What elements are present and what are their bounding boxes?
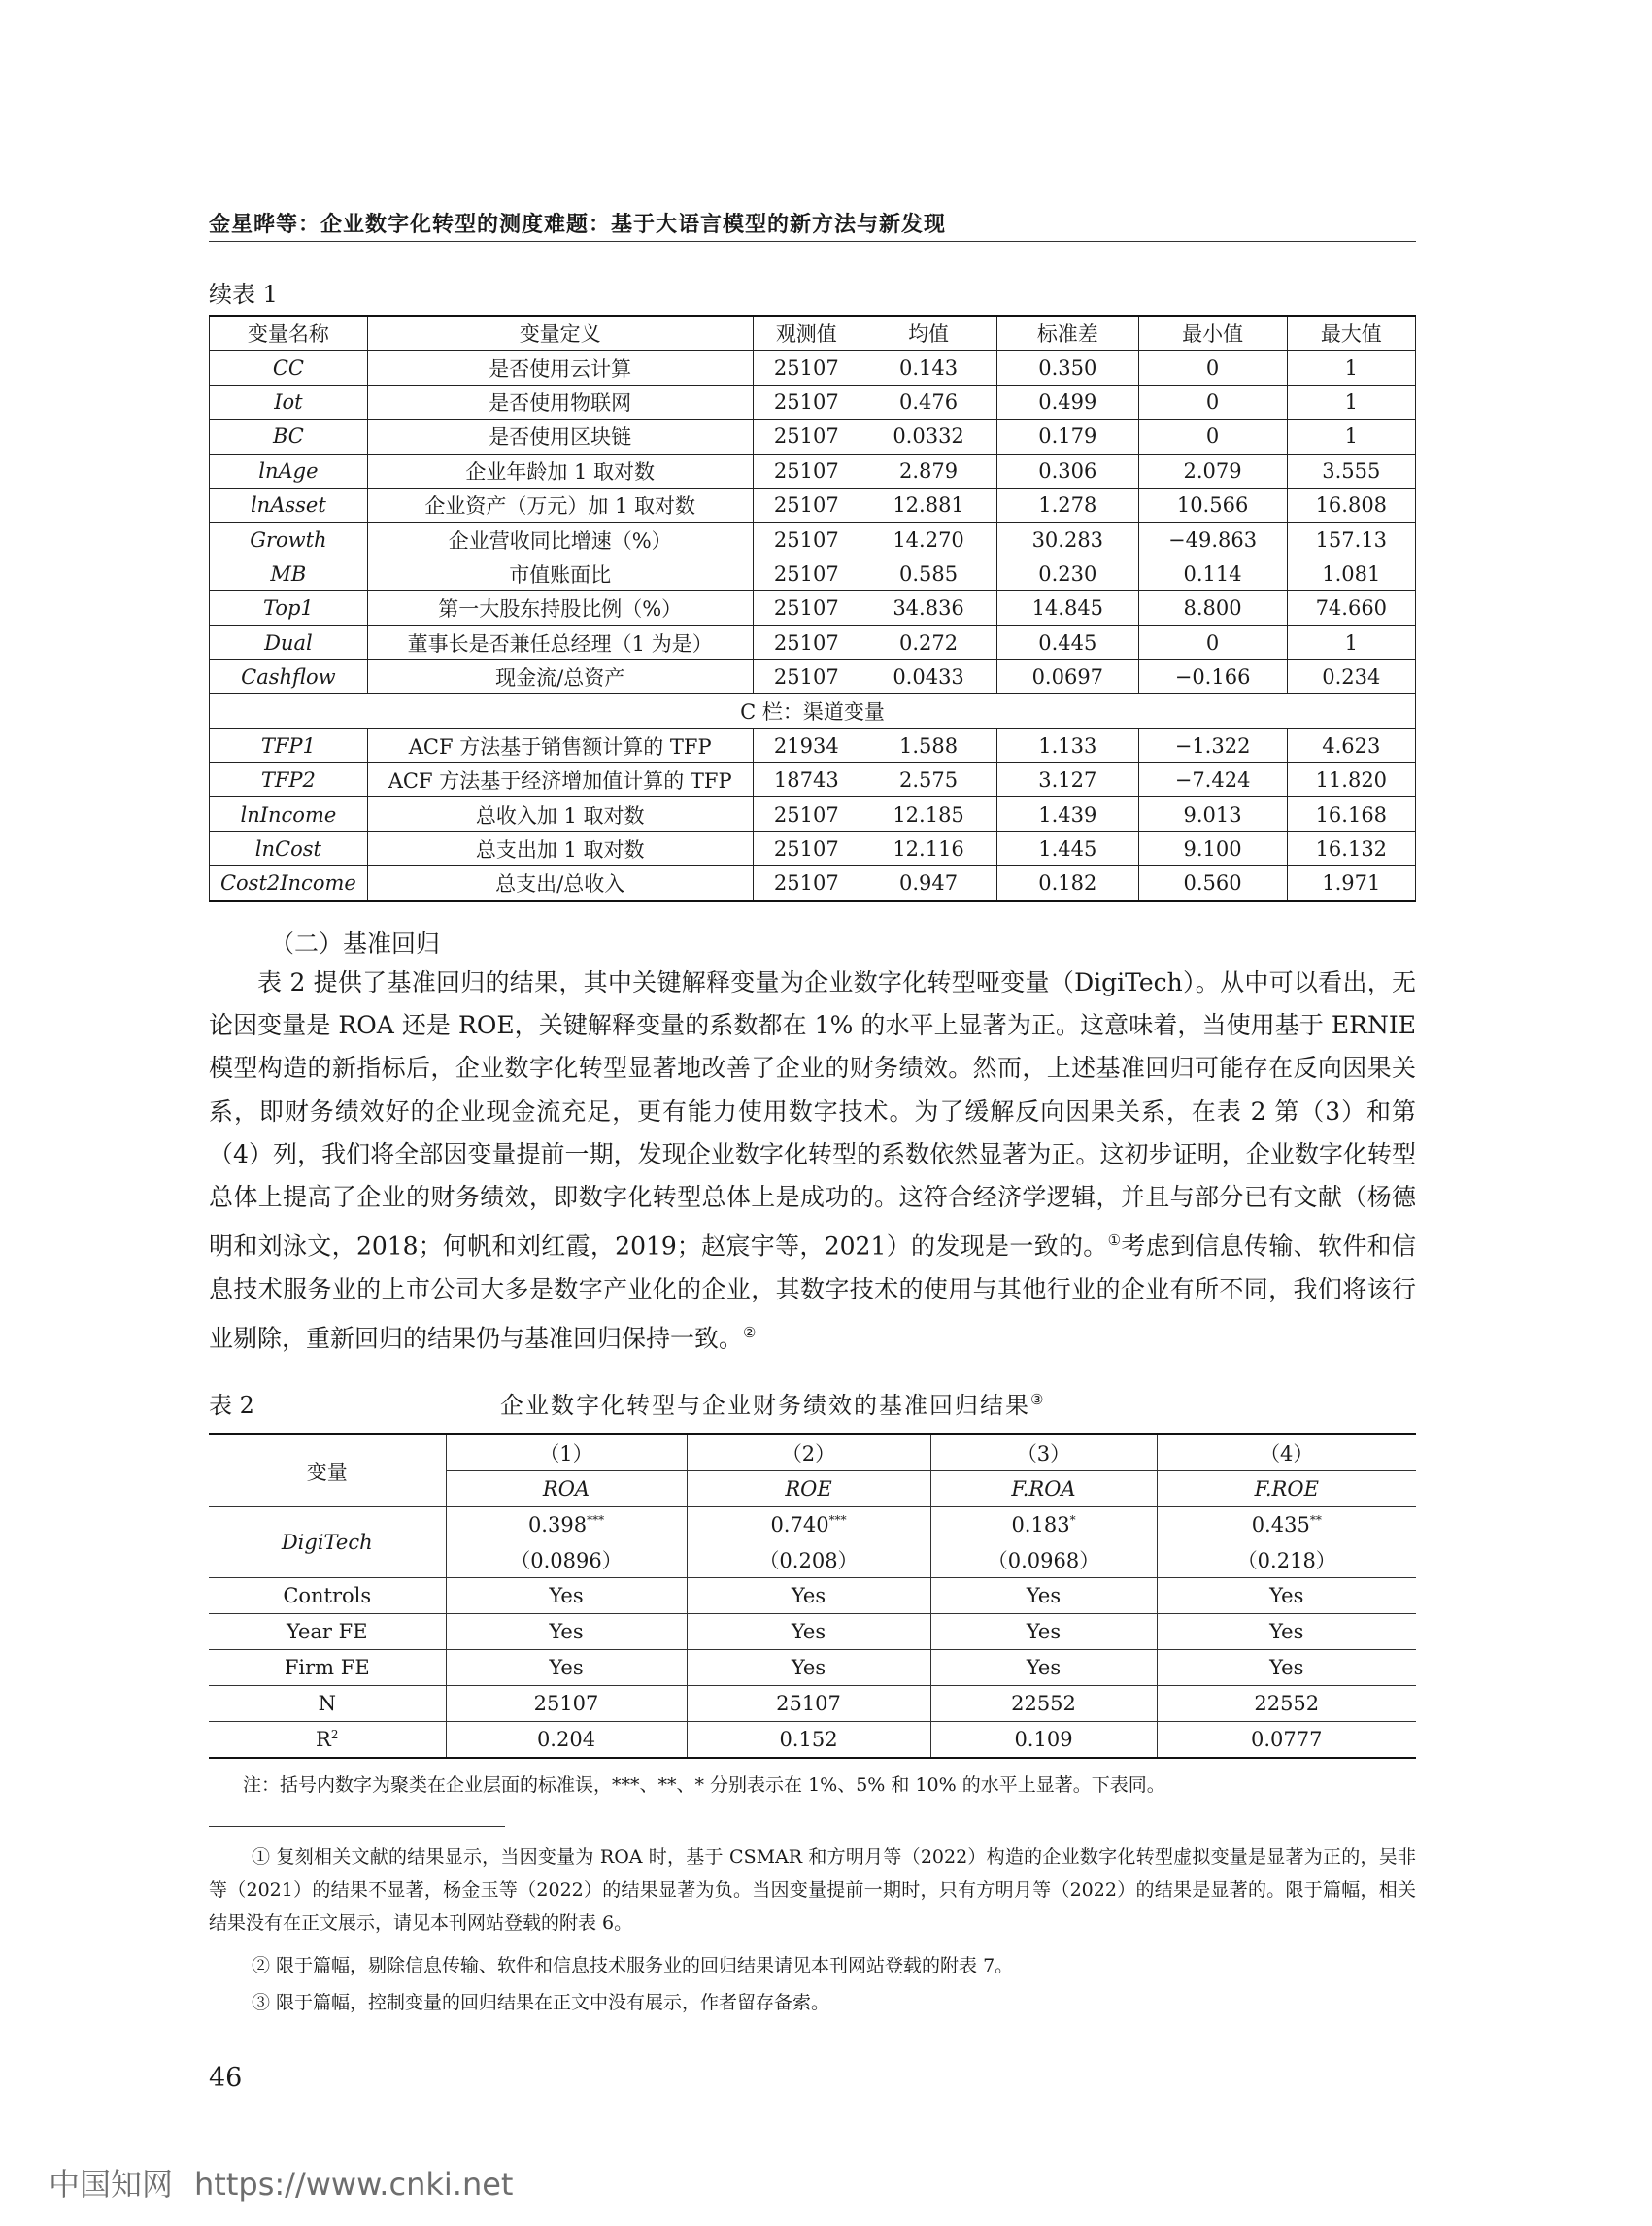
table-cell: 3.555 bbox=[1287, 454, 1415, 488]
table-cell: 总支出/总收入 bbox=[367, 866, 753, 901]
table-cell: −7.424 bbox=[1138, 763, 1287, 797]
header-rule bbox=[209, 241, 1416, 242]
r-squared-letter: R bbox=[316, 1728, 331, 1751]
table-cell: 25107 bbox=[446, 1686, 687, 1722]
table-cell: 25107 bbox=[753, 523, 860, 556]
col-number: （1） bbox=[446, 1434, 687, 1471]
digitech-coef-row bbox=[209, 1507, 1416, 1543]
table-cell: 企业营收同比增速（%） bbox=[367, 523, 753, 556]
row-label: Controls bbox=[209, 1578, 446, 1614]
table-row bbox=[210, 420, 1416, 454]
table-cell: 3.127 bbox=[997, 763, 1138, 797]
table-cell: Yes bbox=[687, 1578, 930, 1614]
row-label: Year FE bbox=[209, 1614, 446, 1650]
table-cell: 0.0332 bbox=[860, 420, 997, 454]
table-cell: 11.820 bbox=[1287, 763, 1415, 797]
table-cell: 董事长是否兼任总经理（1 为是） bbox=[367, 625, 753, 659]
r-squared-row bbox=[209, 1722, 1416, 1759]
table-cell: 25107 bbox=[753, 351, 860, 385]
table-cell: 0.109 bbox=[930, 1722, 1157, 1759]
column-header: 均值 bbox=[860, 316, 997, 351]
standard-error: （0.208） bbox=[687, 1542, 930, 1578]
table2-label: 表 2 bbox=[209, 1392, 254, 1419]
table-cell: 12.185 bbox=[860, 797, 997, 831]
table-cell: 1.081 bbox=[1287, 556, 1415, 590]
table-cell: 14.270 bbox=[860, 523, 997, 556]
table-cell: 12.881 bbox=[860, 488, 997, 522]
paragraph-text-part-2: 考虑到信息传输、软件和信息技术服务业的上市公司大多是数字产业化的企业，其数字技术的使用与其他行业的企业有所不同，我们将该行业剔除，重新回归的结果仍与基准回归保持一致。 bbox=[209, 1231, 1417, 1353]
significance-stars: ** bbox=[1309, 1513, 1322, 1527]
table-cell: Yes bbox=[1157, 1578, 1416, 1614]
dependent-variable: F.ROE bbox=[1157, 1471, 1416, 1507]
variable-name: TFP2 bbox=[210, 763, 368, 797]
variable-name: lnCost bbox=[210, 831, 368, 865]
table2-row bbox=[209, 1650, 1416, 1686]
table-cell: −0.166 bbox=[1138, 659, 1287, 693]
table2-row bbox=[209, 1686, 1416, 1722]
table-row bbox=[210, 866, 1416, 901]
table2-title bbox=[500, 1386, 1045, 1420]
table-cell: 25107 bbox=[753, 866, 860, 901]
section-c-label: C 栏：渠道变量 bbox=[210, 694, 1416, 728]
table-cell: 4.623 bbox=[1287, 728, 1415, 762]
variable-name: Top1 bbox=[210, 591, 368, 625]
table-cell: ACF 方法基于经济增加值计算的 TFP bbox=[367, 763, 753, 797]
footnote-3: ③ 限于篇幅，控制变量的回归结果在正文中没有展示，作者留存备索。 bbox=[252, 1992, 830, 2013]
table-cell: 总收入加 1 取对数 bbox=[367, 797, 753, 831]
table-cell: 市值账面比 bbox=[367, 556, 753, 590]
standard-error: （0.0896） bbox=[446, 1542, 687, 1578]
table-cell: 16.168 bbox=[1287, 797, 1415, 831]
table-cell: 1 bbox=[1287, 351, 1415, 385]
table-cell: 0 bbox=[1138, 420, 1287, 454]
table-cell: 0.0777 bbox=[1157, 1722, 1416, 1759]
table-row bbox=[210, 728, 1416, 762]
table-cell: 2.879 bbox=[860, 454, 997, 488]
table-cell: 25107 bbox=[753, 797, 860, 831]
variable-name: MB bbox=[210, 556, 368, 590]
digitech-label: DigiTech bbox=[209, 1507, 446, 1578]
table2-row bbox=[209, 1614, 1416, 1650]
variable-name: Cost2Income bbox=[210, 866, 368, 901]
table-cell: 0.272 bbox=[860, 625, 997, 659]
table-cell: 25107 bbox=[753, 831, 860, 865]
table-cell: Yes bbox=[446, 1578, 687, 1614]
variable-name: lnIncome bbox=[210, 797, 368, 831]
table2-note: 注：括号内数字为聚类在企业层面的标准误，***、**、* 分别表示在 1%、5% 和 10% 的水平上显著。下表同。 bbox=[243, 1774, 1165, 1796]
watermark-url[interactable]: https://www.cnki.net bbox=[194, 2166, 514, 2203]
table-cell: 0.499 bbox=[997, 385, 1138, 419]
table-cell: 22552 bbox=[930, 1686, 1157, 1722]
coefficient bbox=[930, 1507, 1157, 1543]
table2-title-text: 企业数字化转型与企业财务绩效的基准回归结果 bbox=[500, 1392, 1030, 1419]
section-c-row bbox=[210, 694, 1416, 728]
table2-row bbox=[209, 1578, 1416, 1614]
variable-header: 变量 bbox=[209, 1434, 446, 1507]
dependent-variable: ROA bbox=[446, 1471, 687, 1507]
row-label: Firm FE bbox=[209, 1650, 446, 1686]
table-cell: 企业资产（万元）加 1 取对数 bbox=[367, 488, 753, 522]
table-cell: 16.132 bbox=[1287, 831, 1415, 865]
table-cell: 0.350 bbox=[997, 351, 1138, 385]
running-header: 金星晔等：企业数字化转型的测度难题：基于大语言模型的新方法与新发现 bbox=[209, 213, 947, 237]
table-cell: Yes bbox=[930, 1578, 1157, 1614]
table-cell: 16.808 bbox=[1287, 488, 1415, 522]
table-cell: 是否使用云计算 bbox=[367, 351, 753, 385]
table-cell: 0.476 bbox=[860, 385, 997, 419]
table-cell: 157.13 bbox=[1287, 523, 1415, 556]
table-cell: 9.100 bbox=[1138, 831, 1287, 865]
table2-header-row-1 bbox=[209, 1434, 1416, 1471]
coef-value: 0.398 bbox=[527, 1513, 588, 1536]
table-cell: 2.079 bbox=[1138, 454, 1287, 488]
table-cell: −49.863 bbox=[1138, 523, 1287, 556]
table-cell: 25107 bbox=[687, 1686, 930, 1722]
table-cell: ACF 方法基于销售额计算的 TFP bbox=[367, 728, 753, 762]
table-cell: 1.971 bbox=[1287, 866, 1415, 901]
standard-error: （0.218） bbox=[1157, 1542, 1416, 1578]
col-number: （3） bbox=[930, 1434, 1157, 1471]
footnote-2: ② 限于篇幅，剔除信息传输、软件和信息技术服务业的回归结果请见本刊网站登载的附表 7。 bbox=[252, 1955, 1014, 1976]
table-cell: 25107 bbox=[753, 625, 860, 659]
significance-stars: *** bbox=[828, 1513, 847, 1527]
table-2 bbox=[209, 1433, 1416, 1759]
table-cell: 2.575 bbox=[860, 763, 997, 797]
table-cell: 0.445 bbox=[997, 625, 1138, 659]
table-cell: Yes bbox=[930, 1650, 1157, 1686]
variable-name: lnAsset bbox=[210, 488, 368, 522]
r-squared-superscript: 2 bbox=[330, 1728, 339, 1741]
table-cell: Yes bbox=[446, 1614, 687, 1650]
table-cell: 1.133 bbox=[997, 728, 1138, 762]
table-cell: 30.283 bbox=[997, 523, 1138, 556]
table-cell: 0.204 bbox=[446, 1722, 687, 1759]
table-cell: 9.013 bbox=[1138, 797, 1287, 831]
table-cell: 0.114 bbox=[1138, 556, 1287, 590]
table-row bbox=[210, 351, 1416, 385]
r-squared-label bbox=[209, 1722, 446, 1759]
table-cell: 25107 bbox=[753, 659, 860, 693]
table-row bbox=[210, 556, 1416, 590]
variable-name: lnAge bbox=[210, 454, 368, 488]
significance-stars: *** bbox=[587, 1513, 605, 1527]
footnote-1: ① 复刻相关文献的结果显示，当因变量为 ROA 时，基于 CSMAR 和方明月等（2022）构造的企业数字化转型虚拟变量是显著为正的，吴非等（2021）的结果不显著，杨金玉等（2022）的结果显著为负。当因变量提前一期时，只有方明月等（2022）的结果是显著的。限于篇幅，相关结果没有在正文展示，请见本刊网站登载的附表 6。 bbox=[209, 1846, 1416, 1934]
cnki-watermark bbox=[49, 2160, 513, 2205]
table-1-continued bbox=[209, 315, 1416, 902]
table-cell: 1.445 bbox=[997, 831, 1138, 865]
table-cell: 0.179 bbox=[997, 420, 1138, 454]
table-cell: 0.230 bbox=[997, 556, 1138, 590]
table-cell: 10.566 bbox=[1138, 488, 1287, 522]
table-cell: 18743 bbox=[753, 763, 860, 797]
footnote-ref-3[interactable]: ③ bbox=[1030, 1391, 1046, 1408]
table-cell: 25107 bbox=[753, 591, 860, 625]
table-cell: 0.234 bbox=[1287, 659, 1415, 693]
col-number: （2） bbox=[687, 1434, 930, 1471]
table-row bbox=[210, 488, 1416, 522]
table-cell: 25107 bbox=[753, 454, 860, 488]
table-cell: 22552 bbox=[1157, 1686, 1416, 1722]
table-cell: 0.152 bbox=[687, 1722, 930, 1759]
coef-value: 0.183 bbox=[1011, 1513, 1070, 1536]
table-cell: 企业年龄加 1 取对数 bbox=[367, 454, 753, 488]
table-cell: −1.322 bbox=[1138, 728, 1287, 762]
variable-name: CC bbox=[210, 351, 368, 385]
table-cell: 0.0433 bbox=[860, 659, 997, 693]
dependent-variable: F.ROA bbox=[930, 1471, 1157, 1507]
table-cell: 0.306 bbox=[997, 454, 1138, 488]
table-row bbox=[210, 523, 1416, 556]
table-cell: 0.143 bbox=[860, 351, 997, 385]
column-header: 最小值 bbox=[1138, 316, 1287, 351]
column-header: 变量定义 bbox=[367, 316, 753, 351]
coef-value: 0.435 bbox=[1251, 1513, 1310, 1536]
table-cell: 0.947 bbox=[860, 866, 997, 901]
coefficient bbox=[446, 1507, 687, 1543]
standard-error: （0.0968） bbox=[930, 1542, 1157, 1578]
table-cell: 1.588 bbox=[860, 728, 997, 762]
footnote-rule bbox=[209, 1826, 505, 1827]
table-row bbox=[210, 591, 1416, 625]
table-cell: 0.0697 bbox=[997, 659, 1138, 693]
table-cell: 0.585 bbox=[860, 556, 997, 590]
table-cell: Yes bbox=[1157, 1614, 1416, 1650]
column-header: 标准差 bbox=[997, 316, 1138, 351]
table-cell: Yes bbox=[687, 1614, 930, 1650]
table-cell: 25107 bbox=[753, 556, 860, 590]
table-cell: Yes bbox=[687, 1650, 930, 1686]
table-cell: 1 bbox=[1287, 420, 1415, 454]
table-cell: 12.116 bbox=[860, 831, 997, 865]
table-cell: 总支出加 1 取对数 bbox=[367, 831, 753, 865]
table-row bbox=[210, 454, 1416, 488]
dependent-variable: ROE bbox=[687, 1471, 930, 1507]
table-cell: 0 bbox=[1138, 625, 1287, 659]
body-paragraph bbox=[209, 961, 1416, 1360]
variable-name: Dual bbox=[210, 625, 368, 659]
table-cell: Yes bbox=[1157, 1650, 1416, 1686]
coefficient bbox=[1157, 1507, 1416, 1543]
table-cell: 1.439 bbox=[997, 797, 1138, 831]
table-row bbox=[210, 385, 1416, 419]
table-cell: 1.278 bbox=[997, 488, 1138, 522]
table-cell: 14.845 bbox=[997, 591, 1138, 625]
variable-name: TFP1 bbox=[210, 728, 368, 762]
table-cell: 34.836 bbox=[860, 591, 997, 625]
table-row bbox=[210, 831, 1416, 865]
table-cell: 1 bbox=[1287, 385, 1415, 419]
table-cell: 25107 bbox=[753, 488, 860, 522]
table-cell: 0.182 bbox=[997, 866, 1138, 901]
footnote-ref-2[interactable]: ② bbox=[743, 1323, 757, 1341]
table-row bbox=[210, 797, 1416, 831]
table-cell: 现金流/总资产 bbox=[367, 659, 753, 693]
table-cell: 第一大股东持股比例（%） bbox=[367, 591, 753, 625]
table-cell: 21934 bbox=[753, 728, 860, 762]
variable-name: Cashflow bbox=[210, 659, 368, 693]
col-number: （4） bbox=[1157, 1434, 1416, 1471]
table-cell: 25107 bbox=[753, 420, 860, 454]
variable-name: BC bbox=[210, 420, 368, 454]
table1-continued-label: 续表 1 bbox=[209, 281, 278, 308]
paragraph-text-part-1: 表 2 提供了基准回归的结果，其中关键解释变量为企业数字化转型哑变量（DigiTech）。从中可以看出，无论因变量是 ROA 还是 ROE，关键解释变量的系数都在 1% 的水平上显著为正。这意味着，当使用基于 ERNIE 模型构造的新指标后，企业数字化转型显著地改善了企业的财务绩效。然而，上述基准回归可能存在反向因果关系，即财务绩效好的企业现金流充足，更有能力使用数字技术。为了缓解反向因果关系，在表 2 第（3）和第（4）列，我们将全部因变量提前一期，发现企业数字化转型的系数依然显著为正。这初步证明，企业数字化转型总体上提高了企业的财务绩效，即数字化转型总体上是成功的。这符合经济学逻辑，并且与部分已有文献（杨德明和刘泳文，2018；何帆和刘红霞，2019；赵宸宇等，2021）的发现是一致的。 bbox=[209, 968, 1416, 1261]
table-cell: Yes bbox=[446, 1650, 687, 1686]
table-cell: 0.560 bbox=[1138, 866, 1287, 901]
table-cell: 0 bbox=[1138, 351, 1287, 385]
table-cell: Yes bbox=[930, 1614, 1157, 1650]
coefficient bbox=[687, 1507, 930, 1543]
variable-name: Iot bbox=[210, 385, 368, 419]
table-cell: 25107 bbox=[753, 385, 860, 419]
row-label: N bbox=[209, 1686, 446, 1722]
column-header: 最大值 bbox=[1287, 316, 1415, 351]
page-number: 46 bbox=[209, 2063, 243, 2093]
table-cell: 0 bbox=[1138, 385, 1287, 419]
section-heading: （二）基准回归 bbox=[270, 929, 441, 958]
table-row bbox=[210, 763, 1416, 797]
table-cell: 74.660 bbox=[1287, 591, 1415, 625]
table1-header-row bbox=[210, 316, 1416, 351]
coef-value: 0.740 bbox=[770, 1513, 829, 1536]
column-header: 变量名称 bbox=[210, 316, 368, 351]
table-cell: 是否使用区块链 bbox=[367, 420, 753, 454]
table-cell: 是否使用物联网 bbox=[367, 385, 753, 419]
table-row bbox=[210, 659, 1416, 693]
table-cell: 8.800 bbox=[1138, 591, 1287, 625]
watermark-brand: 中国知网 bbox=[49, 2166, 174, 2203]
column-header: 观测值 bbox=[753, 316, 860, 351]
variable-name: Growth bbox=[210, 523, 368, 556]
footnote-ref-1[interactable]: ① bbox=[1107, 1231, 1122, 1250]
table-cell: 1 bbox=[1287, 625, 1415, 659]
table-row bbox=[210, 625, 1416, 659]
significance-stars: * bbox=[1069, 1513, 1076, 1527]
